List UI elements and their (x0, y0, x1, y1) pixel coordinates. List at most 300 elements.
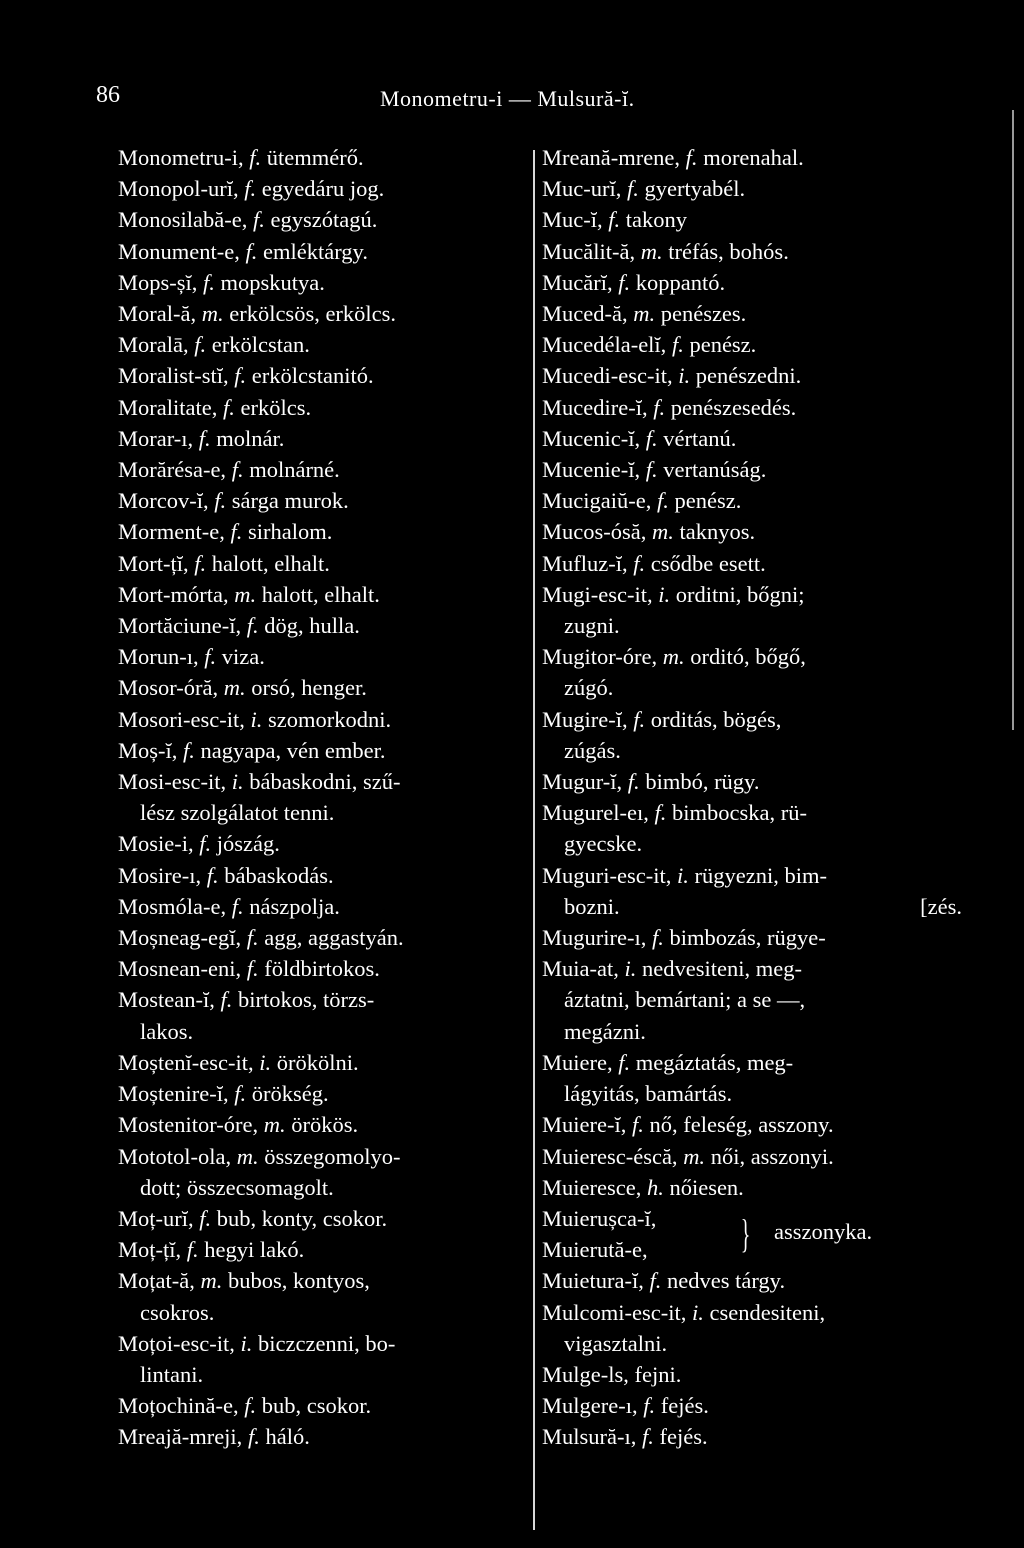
dictionary-entry (542, 641, 962, 672)
dictionary-entry (118, 1078, 533, 1109)
entry-gram-label: f. (220, 987, 233, 1013)
entry-gram-label: f. (231, 893, 244, 919)
entry-definition: erkölcstanitó. (251, 363, 374, 389)
entry-headword: Muiere-ĭ, (542, 1112, 627, 1138)
entry-gram-label: f. (194, 550, 207, 576)
dictionary-entry (118, 1328, 533, 1359)
dictionary-entry (542, 1297, 962, 1328)
entry-definition: orditni, bőgni; (675, 581, 805, 607)
entry-headword: Moțoi-esc-it, (118, 1330, 235, 1356)
entry-headword: Morun-ı, (118, 644, 199, 670)
entry-headword: Mreajă-mreji, (118, 1424, 243, 1450)
entry-headword: Morar-ı, (118, 425, 194, 451)
entry-gram-label: f. (194, 332, 207, 358)
dictionary-entry (118, 672, 533, 703)
entry-gram-label: f. (633, 550, 646, 576)
entry-gram-label: f. (645, 425, 658, 451)
entry-definition: orsó, henger. (251, 675, 367, 701)
entry-headword: Muc-urĭ, (542, 176, 622, 202)
entry-headword: Muiere, (542, 1049, 613, 1075)
dictionary-entry (542, 860, 962, 891)
entry-headword: Moț-țĭ, (118, 1237, 182, 1263)
entry-definition: bubos, kontyos, (227, 1268, 370, 1294)
entry-continuation (542, 984, 962, 1015)
entry-headword: Moțochină-e, (118, 1393, 239, 1419)
entry-headword: Mostean-ĭ, (118, 987, 215, 1013)
entry-headword: Mucigaiŭ-e, (542, 488, 652, 514)
continuation-text: dott; összecsomagolt. (140, 1174, 334, 1200)
entry-headword: Monosilabă-e, (118, 207, 248, 233)
entry-gram-label: f. (643, 1393, 656, 1419)
entry-definition: bub, csokor. (261, 1393, 372, 1419)
entry-headword: Mulcomi-esc-it, (542, 1299, 687, 1325)
dictionary-entry (118, 298, 533, 329)
dictionary-entry (542, 704, 962, 735)
entry-headword: Morcov-ĭ, (118, 488, 209, 514)
dictionary-entry (118, 142, 533, 173)
continuation-text: zugni. (564, 613, 620, 639)
entry-gram-label: i. (231, 769, 244, 795)
entry-headword: Muced-ă, (542, 301, 628, 327)
entry-headword: Morment-e, (118, 519, 225, 545)
entry-headword: Moralā, (118, 332, 189, 358)
dictionary-entry (118, 1203, 533, 1234)
entry-gram-label: f. (234, 1081, 247, 1107)
entry-definition: penészedni. (695, 363, 802, 389)
entry-gram-label: f. (244, 176, 257, 202)
entry-headword: Moș-ĭ, (118, 737, 178, 763)
dictionary-entry (118, 423, 533, 454)
entry-gram-label: f. (231, 457, 244, 483)
dictionary-entry (118, 1265, 533, 1296)
dictionary-entry (542, 392, 962, 423)
entry-gram-label: f. (203, 269, 215, 295)
entry-definition: sárga murok. (231, 488, 349, 514)
entry-continuation (542, 1328, 962, 1359)
page-number: 86 (96, 82, 120, 108)
entry-gram-label: m. (662, 644, 685, 670)
continuation-text: áztatni, bemártani; a se —, (564, 987, 806, 1013)
entry-gram-label: i. (678, 363, 691, 389)
entry-gram-label: m. (200, 1268, 223, 1294)
entry-gram-label: f. (246, 925, 259, 951)
dictionary-entry (542, 1359, 962, 1390)
dictionary-entry (542, 1172, 962, 1203)
entry-headword: Muierută-e, (542, 1237, 648, 1263)
entry-headword: Muguri-esc-it, (542, 862, 672, 888)
entry-definition: nedves tárgy. (666, 1268, 786, 1294)
continuation-text: gyecske. (564, 831, 643, 857)
entry-definition: bábaskodni, szű- (249, 769, 401, 795)
dictionary-entry (118, 548, 533, 579)
entry-definition: nedvesiteni, meg- (642, 956, 802, 982)
entry-headword: Mosmóla-e, (118, 893, 227, 919)
dictionary-entry (118, 173, 533, 204)
dictionary-entry (542, 1141, 962, 1172)
entry-gram-label: f. (198, 425, 211, 451)
entry-gram-label: f. (631, 1112, 644, 1138)
entry-headword: Moral-ă, (118, 301, 197, 327)
entry-gram-label: f. (642, 1424, 654, 1450)
dictionary-entry (118, 984, 533, 1015)
entry-gram-label: f. (654, 800, 667, 826)
dictionary-entry (118, 1109, 533, 1140)
entry-headword: Mucenie-ĭ, (542, 457, 641, 483)
entry-gram-label: f. (608, 207, 621, 233)
entry-definition: földbirtokos. (264, 956, 380, 982)
entry-gram-label: m. (640, 238, 663, 264)
dictionary-entry (542, 173, 962, 204)
entry-gram-label: f. (645, 457, 658, 483)
entry-gram-label: f. (649, 1268, 662, 1294)
entry-gram-label: f. (249, 145, 262, 170)
entry-headword: Moțat-ă, (118, 1268, 195, 1294)
entry-definition: vértanú. (663, 425, 737, 451)
entry-gram-label: f. (204, 644, 217, 670)
dictionary-entry (542, 1390, 962, 1421)
entry-continuation (542, 1078, 962, 1109)
entry-gram-label: f. (214, 488, 227, 514)
dictionary-entry (118, 329, 533, 360)
entry-gram-label: f. (199, 1205, 212, 1231)
entry-gram-label: f. (656, 488, 669, 514)
entry-definition: fejés. (660, 1393, 709, 1419)
entry-definition: csődbe esett. (650, 550, 766, 576)
dictionary-entry (118, 1421, 533, 1452)
entry-definition: női, asszonyi. (710, 1143, 834, 1169)
entry-headword: Mucărĭ, (542, 269, 613, 295)
entry-continuation (118, 797, 533, 828)
entry-gram-label: f. (653, 394, 666, 420)
column-divider (533, 150, 535, 1530)
entry-headword: Mucălit-ă, (542, 238, 636, 264)
entry-gram-label: m. (633, 301, 656, 327)
dictionary-entry (118, 891, 533, 922)
entry-gram-label: i. (259, 1049, 272, 1075)
entry-definition: vertanúság. (663, 457, 767, 483)
dictionary-entry (542, 485, 962, 516)
entry-definition: bábaskodás. (224, 862, 334, 888)
entry-gram-label: f. (246, 613, 259, 639)
entry-headword: Moralitate, (118, 394, 218, 420)
entry-definition: nagyapa, vén ember. (200, 737, 386, 763)
dictionary-entry (542, 766, 962, 797)
entry-headword: Mugitor-óre, (542, 644, 658, 670)
dictionary-entry (118, 766, 533, 797)
entry-definition: koppantó. (635, 269, 726, 295)
entry-definition: erkölcstan. (211, 332, 310, 358)
entry-headword: Mort-mórta, (118, 581, 229, 607)
entry-definition: orditás, bögés, (650, 706, 782, 732)
dictionary-entry (118, 641, 533, 672)
entry-definition: penész. (674, 488, 742, 514)
dictionary-entry (542, 1265, 962, 1296)
entry-continuation (118, 1297, 533, 1328)
dictionary-entry (118, 454, 533, 485)
entry-headword: Muietura-ĭ, (542, 1268, 644, 1294)
entry-headword: Mortăciune-ĭ, (118, 613, 242, 639)
dictionary-entry (118, 610, 533, 641)
running-head: Monometru-i — Mulsură-ĭ. (380, 86, 635, 111)
entry-gram-label: f. (186, 1237, 199, 1263)
dictionary-entry (118, 922, 533, 953)
entry-gram-label: f. (651, 925, 664, 951)
entry-headword: Mosori-esc-it, (118, 706, 245, 732)
entry-definition: molnárné. (249, 457, 340, 483)
entry-gram-label: f. (247, 1424, 260, 1450)
dictionary-entry (542, 516, 962, 547)
dictionary-entry (118, 204, 533, 235)
continuation-text: csokros. (140, 1299, 215, 1325)
entry-headword: Mosnean-eni, (118, 956, 242, 982)
entry-headword: Mosire-ı, (118, 862, 202, 888)
entry-headword: Muc-ĭ, (542, 207, 603, 233)
entry-headword: Mosi-esc-it, (118, 769, 227, 795)
entry-headword: Mulsură-ı, (542, 1424, 637, 1450)
entry-definition: bimbozás, rügye- (669, 925, 826, 951)
dictionary-entry (118, 360, 533, 391)
entry-headword: Mugurel-eı, (542, 800, 649, 826)
entry-definition: asszonyka. (774, 1218, 873, 1244)
entry-definition: viza. (221, 644, 265, 670)
entry-gram-label: i. (624, 956, 637, 982)
entry-definition: örökség. (251, 1081, 329, 1107)
entry-definition: összegomolyo- (264, 1143, 401, 1169)
entry-headword: Mufluz-ĭ, (542, 550, 628, 576)
continuation-text: zúgás. (564, 737, 621, 763)
entry-gram-label: f. (206, 862, 219, 888)
entry-headword: Mucedéla-elĭ, (542, 332, 667, 358)
entry-definition: nő, feleség, asszony. (649, 1112, 834, 1138)
dictionary-entry (542, 423, 962, 454)
entry-headword: Monument-e, (118, 238, 240, 264)
entry-definition: egyszótagú. (270, 207, 378, 233)
entry-headword: Mulgere-ı, (542, 1393, 638, 1419)
entry-definition: morenahal. (703, 145, 804, 170)
entry-definition: hegyi lakó. (204, 1237, 305, 1263)
entry-definition: takony (625, 207, 688, 233)
entry-gram-label: m. (201, 301, 224, 327)
entry-definition: molnár. (216, 425, 285, 451)
entry-definition: penészesedés. (670, 394, 797, 420)
entry-headword: Mops-șĭ, (118, 269, 198, 295)
entry-definition: bimbocska, rü- (671, 800, 807, 826)
entry-gram-label: f. (234, 363, 247, 389)
dictionary-entry (118, 485, 533, 516)
dictionary-entry (542, 1047, 962, 1078)
dictionary-entry (118, 704, 533, 735)
entry-headword: Moștenĭ-esc-it, (118, 1049, 254, 1075)
entry-headword: Monometru-i, (118, 145, 244, 170)
entry-gram-label: h. (646, 1174, 664, 1200)
entry-headword: Mreană-mrene, (542, 145, 681, 170)
entry-gram-label: f. (244, 1393, 257, 1419)
brace-glyph: } (740, 1210, 751, 1256)
entry-headword: Mort-țĭ, (118, 550, 189, 576)
continuation-carry: [zés. (920, 893, 962, 919)
continuation-text: vigasztalni. (564, 1330, 668, 1356)
entry-continuation (542, 891, 962, 922)
entry-gram-label: f. (618, 1049, 631, 1075)
entry-definition: erkölcsös, erkölcs. (229, 301, 397, 327)
entry-gram-label: f. (685, 145, 698, 170)
dictionary-entry (118, 236, 533, 267)
entry-gram-label: m. (651, 519, 674, 545)
entry-gram-label: f. (618, 269, 631, 295)
entry-gram-label: f. (222, 394, 235, 420)
dictionary-entry (118, 828, 533, 859)
dictionary-entry (542, 142, 962, 173)
entry-headword: Monopol-urĭ, (118, 176, 239, 202)
entry-gram-label: f. (183, 737, 195, 763)
entry-gram-label: i. (250, 706, 263, 732)
entry-headword: Mostenitor-óre, (118, 1112, 259, 1138)
page-edge-mark (1012, 110, 1014, 730)
dictionary-entry (542, 797, 962, 828)
entry-definition: emléktárgy. (263, 238, 368, 264)
entry-headword: Mucedi-esc-it, (542, 363, 673, 389)
entry-gram-label: f. (199, 831, 212, 857)
dictionary-entry (542, 329, 962, 360)
entry-continuation (542, 735, 962, 766)
dictionary-entry (542, 579, 962, 610)
continuation-text: zúgó. (564, 675, 614, 701)
entry-headword: Mucedire-ĭ, (542, 394, 648, 420)
dictionary-entry (118, 579, 533, 610)
entry-definition: penészes. (660, 301, 747, 327)
entry-continuation (542, 828, 962, 859)
dictionary-entry (118, 267, 533, 298)
entry-continuation (118, 1359, 533, 1390)
entry-gram-label: f. (627, 769, 640, 795)
entry-definition: taknyos. (679, 519, 756, 545)
entry-definition: háló. (265, 1424, 310, 1450)
entry-headword: Mucos-ósă, (542, 519, 647, 545)
entry-definition: örökölni. (276, 1049, 359, 1075)
entry-definition: csendesiteni, (709, 1299, 826, 1325)
dictionary-entry (118, 860, 533, 891)
entry-gram-label: f. (626, 176, 639, 202)
entry-definition: jószág. (216, 831, 280, 857)
entry-gram-label: m. (223, 675, 246, 701)
entry-gram-label: f. (245, 238, 258, 264)
entry-definition: megáztatás, meg- (635, 1049, 794, 1075)
entry-definition: halott, elhalt. (261, 581, 380, 607)
entry-definition: biczczenni, bo- (258, 1330, 396, 1356)
entry-continuation (542, 1016, 962, 1047)
dictionary-entry (118, 1390, 533, 1421)
entry-continuation (542, 610, 962, 641)
entry-headword: Moț-urĭ, (118, 1205, 194, 1231)
entry-definition: gyertyabél. (644, 176, 746, 202)
left-column (118, 142, 533, 1453)
entry-headword: Mulge-ls, (542, 1361, 629, 1387)
brace-entry (542, 1203, 962, 1265)
entry-gram-label: m. (263, 1112, 286, 1138)
entry-continuation (542, 672, 962, 703)
entry-definition: orditó, bőgő, (690, 644, 806, 670)
entry-definition: egyedáru jog. (261, 176, 385, 202)
dictionary-entry (542, 454, 962, 485)
entry-gram-label: m. (683, 1143, 706, 1169)
dictionary-entry (542, 953, 962, 984)
entry-definition: fejni. (634, 1361, 682, 1387)
dictionary-entry (542, 298, 962, 329)
entry-headword: Mosie-i, (118, 831, 194, 857)
entry-gram-label: i. (658, 581, 671, 607)
dictionary-entry (542, 548, 962, 579)
entry-headword: Moșneag-egĭ, (118, 925, 242, 951)
entry-continuation (118, 1172, 533, 1203)
entry-headword: Mugi-esc-it, (542, 581, 653, 607)
entry-headword: Mosor-óră, (118, 675, 219, 701)
page-header (0, 82, 1024, 122)
entry-headword: Moștenire-ĭ, (118, 1081, 229, 1107)
entry-definition: ütemmérő. (266, 145, 364, 170)
dictionary-entry (542, 1109, 962, 1140)
entry-headword: Mucenic-ĭ, (542, 425, 641, 451)
continuation-text: lágyitás, bamártás. (564, 1081, 733, 1107)
continuation-text: megázni. (564, 1018, 646, 1044)
entry-definition: erkölcs. (240, 394, 312, 420)
entry-headword: Mugurire-ı, (542, 925, 647, 951)
entry-definition: birtokos, törzs- (238, 987, 375, 1013)
dictionary-entry (542, 236, 962, 267)
entry-definition: mopskutya. (220, 269, 325, 295)
entry-definition: dög, hulla. (264, 613, 360, 639)
entry-headword: Muieresce, (542, 1174, 642, 1200)
dictionary-entry (542, 360, 962, 391)
entry-definition: fejés. (659, 1424, 708, 1450)
entry-definition: penész. (689, 332, 757, 358)
dictionary-entry (118, 1141, 533, 1172)
continuation-text: lintani. (140, 1361, 204, 1387)
continuation-text: bozni. (564, 893, 620, 919)
entry-gram-label: i. (240, 1330, 253, 1356)
dictionary-entry (118, 392, 533, 423)
entry-definition: tréfás, bohós. (668, 238, 789, 264)
dictionary-entry (542, 267, 962, 298)
entry-headword: Mugire-ĭ, (542, 706, 628, 732)
entry-headword: Morărésa-e, (118, 457, 227, 483)
entry-definition: szomorkodni. (268, 706, 392, 732)
entry-definition: agg, aggastyán. (264, 925, 404, 951)
dictionary-entry (118, 1047, 533, 1078)
entry-headword: Muieresc-éscă, (542, 1143, 678, 1169)
entry-definition: nőiesen. (669, 1174, 744, 1200)
continuation-text: lész szolgálatot tenni. (140, 800, 335, 826)
entry-gram-label: f. (230, 519, 243, 545)
entry-definition: rügyezni, bim- (694, 862, 827, 888)
dictionary-entry (542, 922, 962, 953)
entry-continuation (118, 1016, 533, 1047)
entry-definition: örökös. (291, 1112, 359, 1138)
dictionary-entry (118, 735, 533, 766)
entry-definition: bimbó, rügy. (645, 769, 760, 795)
entry-definition: halott, elhalt. (211, 550, 330, 576)
entry-gram-label: i. (691, 1299, 704, 1325)
entry-definition: sirhalom. (247, 519, 333, 545)
entry-gram-label: f. (246, 956, 259, 982)
continuation-text: lakos. (140, 1018, 194, 1044)
entry-gram-label: i. (676, 862, 689, 888)
entry-headword: Muia-at, (542, 956, 619, 982)
entry-headword: Muierușca-ĭ, (542, 1205, 657, 1231)
entry-definition: nászpolja. (249, 893, 340, 919)
entry-gram-label: f. (633, 706, 646, 732)
entry-gram-label: m. (236, 1143, 259, 1169)
entry-gram-label: f. (671, 332, 684, 358)
